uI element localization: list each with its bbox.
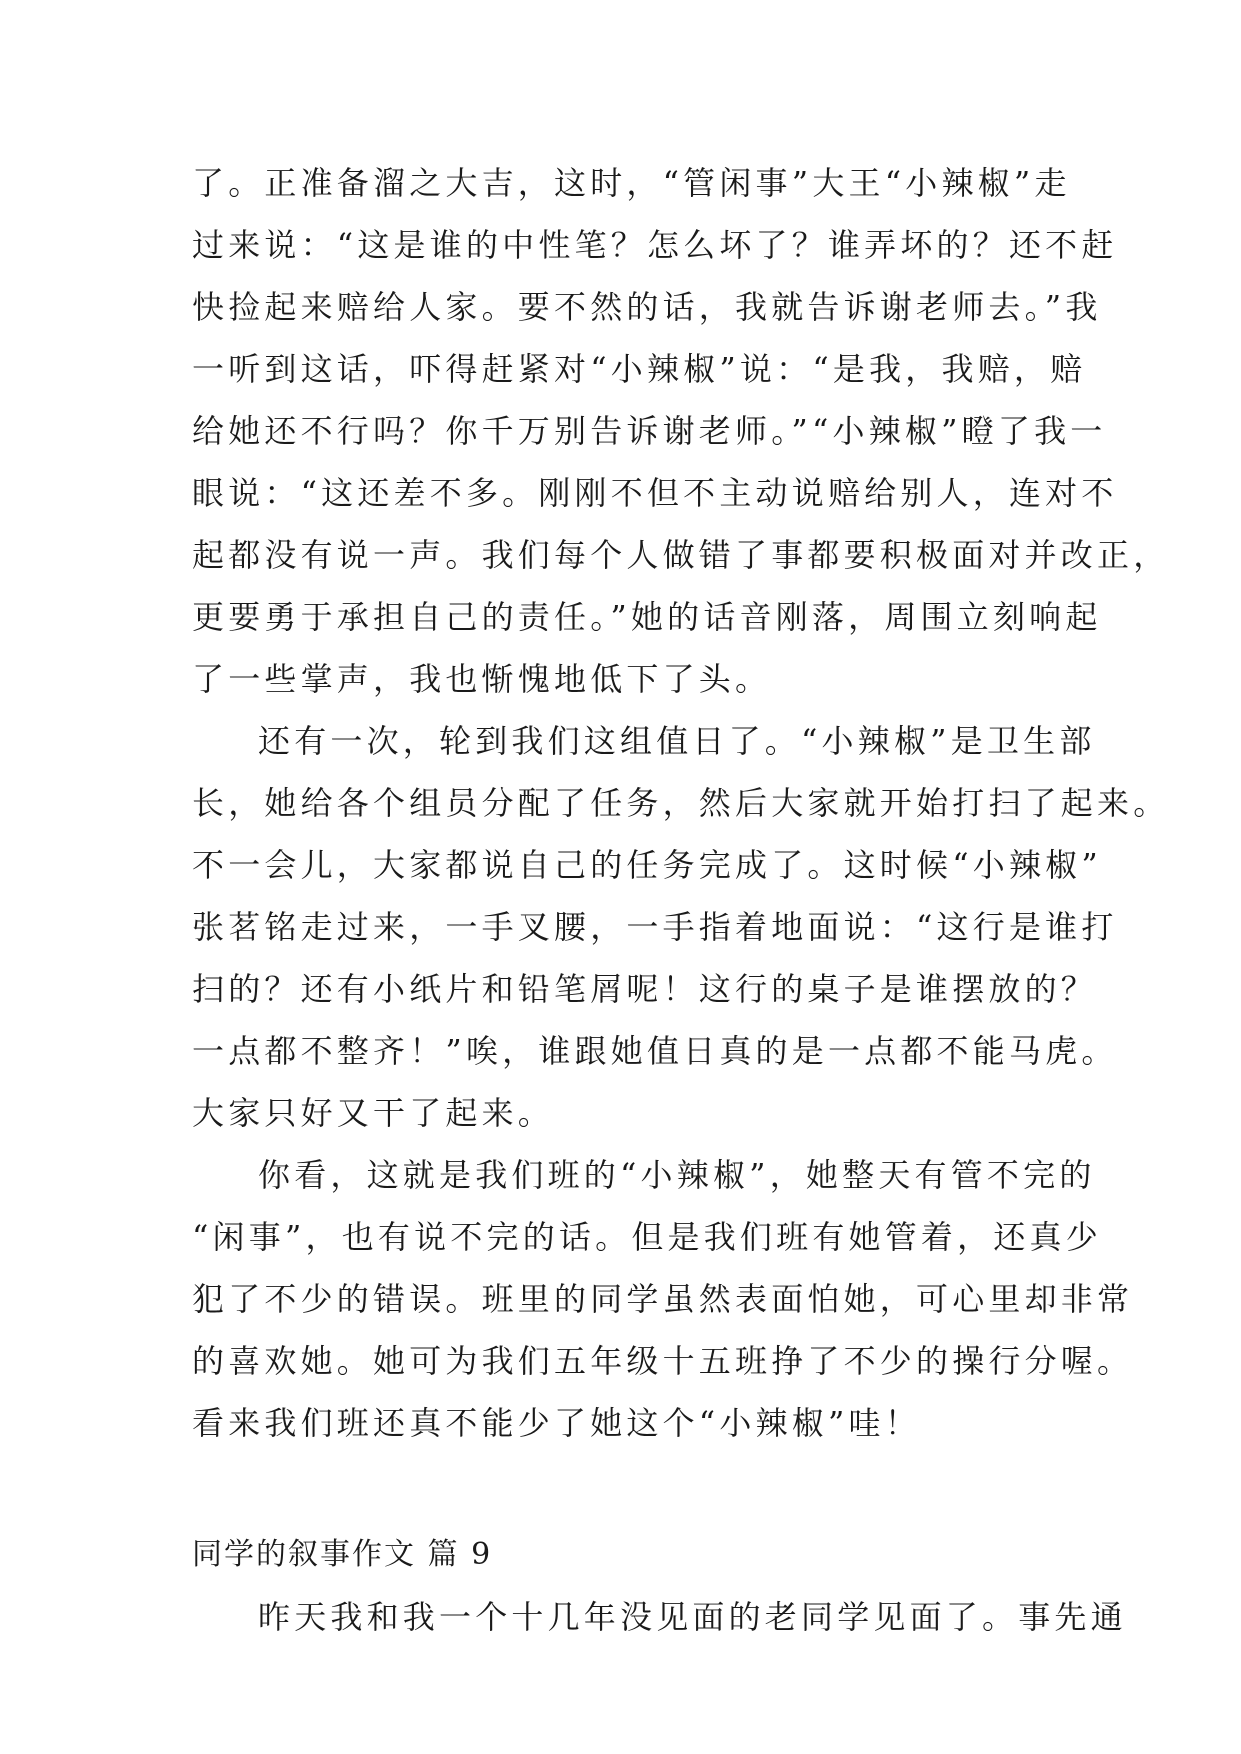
text-line: 更要勇于承担自己的责任。”她的话音刚落，周围立刻响起 — [192, 598, 1102, 636]
paragraph-conclusion — [192, 1144, 1134, 1454]
text-line: 眼说：“这还差不多。刚刚不但不主动说赔给别人，连对不 — [192, 474, 1118, 512]
text-line: 给她还不行吗？你千万别告诉谢老师。”“小辣椒”瞪了我一 — [192, 412, 1107, 450]
text-line: 不一会儿，大家都说自己的任务完成了。这时候“小辣椒” — [192, 846, 1102, 884]
text-line: 一点都不整齐！”唉，谁跟她值日真的是一点都不能马虎。 — [192, 1032, 1118, 1070]
text-line: 长，她给各个组员分配了任务，然后大家就开始打扫了起来。 — [192, 784, 1170, 822]
text-line: 过来说：“这是谁的中性笔？怎么坏了？谁弄坏的？还不赶 — [192, 226, 1118, 264]
section-heading: 同学的叙事作文 篇 9 — [192, 1537, 493, 1572]
text-line: 了。正准备溜之大吉，这时，“管闲事”大王“小辣椒”走 — [192, 164, 1071, 202]
paragraph-duty-day — [192, 710, 1170, 1144]
text-line: 一听到这话，吓得赶紧对“小辣椒”说：“是我，我赔，赔 — [192, 350, 1087, 388]
text-line: 扫的？还有小纸片和铅笔屑呢！这行的桌子是谁摆放的？ — [192, 970, 1098, 1008]
section-gap — [192, 1454, 1062, 1524]
text-line: 看来我们班还真不能少了她这个“小辣椒”哇！ — [192, 1404, 921, 1442]
text-line: 张茗铭走过来，一手叉腰，一手指着地面说：“这行是谁打 — [192, 908, 1118, 946]
paragraph-new-essay — [192, 1586, 1127, 1648]
text-line: 起都没有说一声。我们每个人做错了事都要积极面对并改正， — [192, 536, 1170, 574]
text-line: 你看，这就是我们班的“小辣椒”，她整天有管不完的 — [258, 1156, 1096, 1194]
text-line: 还有一次，轮到我们这组值日了。“小辣椒”是卫生部 — [258, 722, 1096, 760]
text-line: 大家只好又干了起来。 — [192, 1094, 555, 1132]
text-line: 的喜欢她。她可为我们五年级十五班挣了不少的操行分喔。 — [192, 1342, 1134, 1380]
essay-text — [192, 152, 1170, 1648]
text-line: 昨天我和我一个十几年没见面的老同学见面了。事先通 — [258, 1598, 1127, 1636]
text-line: 了一些掌声，我也惭愧地低下了头。 — [192, 660, 772, 698]
text-line: “闲事”，也有说不完的话。但是我们班有她管着，还真少 — [192, 1218, 1102, 1256]
paragraph-continued — [192, 152, 1170, 710]
text-line: 快捡起来赔给人家。要不然的话，我就告诉谢老师去。”我 — [192, 288, 1102, 326]
text-line: 犯了不少的错误。班里的同学虽然表面怕她，可心里却非常 — [192, 1280, 1134, 1318]
